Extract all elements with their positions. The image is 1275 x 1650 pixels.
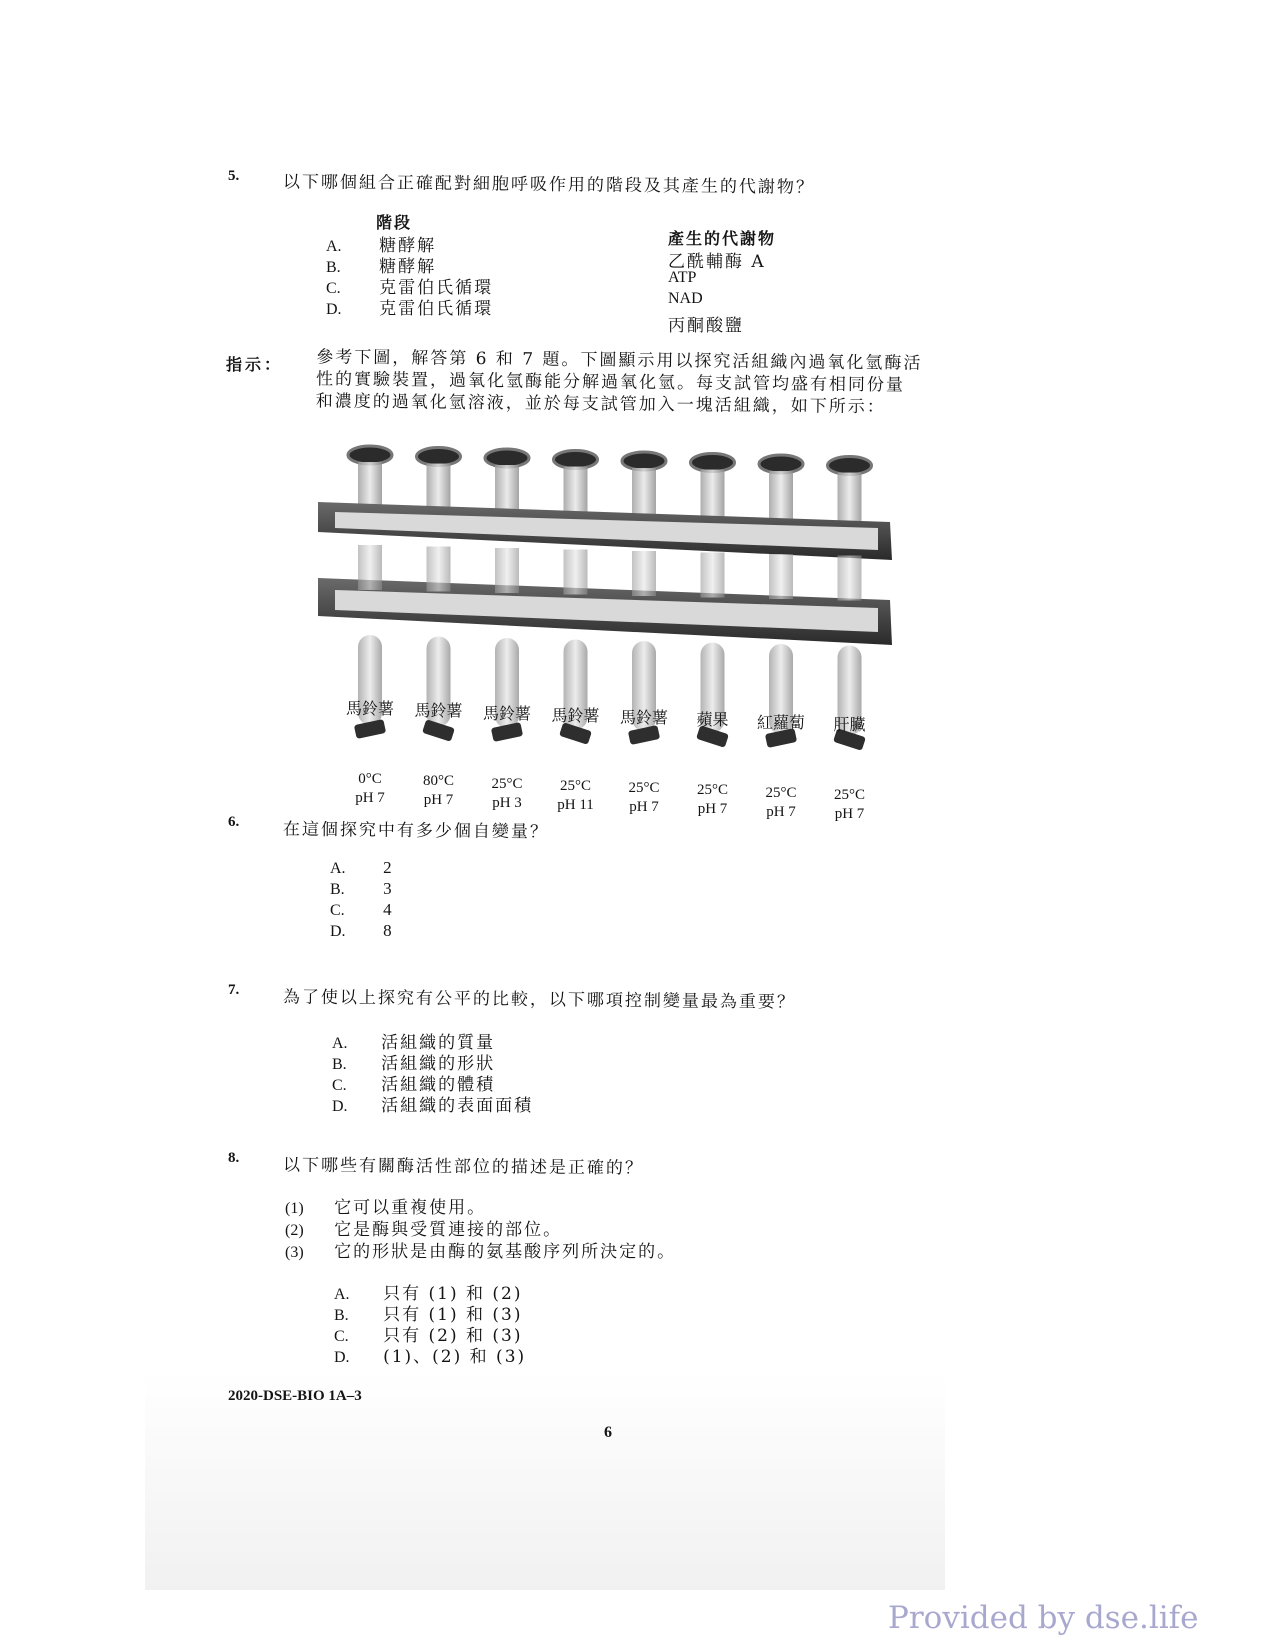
option-letter: A.: [330, 860, 346, 877]
tube-middle: [495, 548, 519, 593]
tube-condition: [751, 784, 811, 822]
tube-tissue-label: 馬鈴薯: [345, 699, 394, 718]
lower-rack: [318, 578, 892, 645]
option-letter: B.: [332, 1056, 347, 1073]
tube-ph: pH 3: [492, 794, 522, 811]
tube-temperature: 25°C: [559, 777, 591, 794]
tube-ph: pH 7: [697, 801, 728, 818]
instruction-label: 指示：: [226, 355, 284, 374]
tube-ph: pH 7: [834, 805, 865, 822]
tube-condition: [820, 786, 880, 824]
q8-statement-3: [285, 1237, 676, 1262]
q6-option-d[interactable]: [330, 921, 394, 941]
option-letter: D.: [332, 1098, 348, 1115]
q5-metabolite-a: 乙酰輔酶 A: [668, 252, 766, 272]
tube-upper: [838, 473, 862, 523]
option-text: 2: [383, 858, 394, 877]
option-letter: C.: [326, 280, 341, 297]
option-letter: C.: [330, 902, 345, 919]
option-letter: C.: [334, 1328, 349, 1345]
option-letter: D.: [334, 1349, 350, 1366]
option-text: 活組織的體積: [381, 1075, 496, 1095]
page-number: 6: [604, 1424, 612, 1441]
instruction-line-3: 和濃度的過氧化氫溶液，並於每支試管加入一塊活組織，如下所示：: [315, 391, 886, 418]
tube-condition: [614, 779, 674, 817]
tissue-piece: [491, 722, 523, 742]
q6-option-a[interactable]: [330, 858, 394, 878]
provided-by-watermark[interactable]: Provided by dse.life: [888, 1600, 1199, 1636]
q8-option-d[interactable]: [334, 1342, 526, 1367]
tube-mouth: [417, 448, 461, 466]
option-letter: B.: [330, 881, 345, 898]
tube-temperature: 80°C: [422, 773, 454, 790]
statement-text: 它的形狀是由酶的氨基酸序列所決定的。: [334, 1242, 677, 1262]
tube-tissue-label: 蘋果: [696, 710, 729, 730]
q8-number: 8.: [228, 1150, 240, 1166]
tube-middle: [564, 550, 588, 595]
tube-tissue-label: 馬鈴薯: [619, 708, 668, 727]
tube-condition: [409, 772, 469, 810]
option-stage: 糖酵解: [379, 257, 437, 277]
q5-metabolite-d: 丙酮酸鹽: [668, 316, 744, 336]
option-letter: B.: [326, 259, 341, 276]
upper-rack: [318, 502, 892, 560]
option-stage: 糖酵解: [379, 236, 437, 256]
q5-metabolite-b: ATP: [668, 269, 697, 286]
tube-mouth: [554, 451, 598, 469]
tube-ph: pH 7: [629, 799, 659, 815]
tube-tissue-label: 馬鈴薯: [482, 703, 531, 723]
tube-temperature: 0°C: [358, 771, 382, 787]
option-text: 4: [383, 900, 394, 919]
tube-temperature: 25°C: [833, 786, 865, 803]
q6-stem: 在這個探究中有多少個自變量？: [282, 819, 550, 843]
tube-mouth: [485, 449, 529, 467]
option-text: (1)、(2) 和 (3): [383, 1347, 527, 1367]
q7-number: 7.: [228, 982, 240, 998]
tube-ph: pH 7: [766, 803, 796, 820]
option-letter: D.: [330, 923, 346, 940]
tube-middle: [838, 556, 862, 601]
instruction-line-2: 性的實驗裝置，過氧化氫酶能分解過氧化氫。每支試管均盛有相同份量: [315, 369, 906, 396]
tube-ph: pH 7: [355, 790, 385, 806]
option-text: 只有 (2) 和 (3): [383, 1326, 523, 1346]
tube-condition: [477, 775, 537, 813]
option-stage: 克雷伯氏循環: [379, 299, 494, 319]
option-letter: C.: [332, 1077, 347, 1094]
q5-stem: 以下哪個組合正確配對細胞呼吸作用的階段及其產生的代謝物？: [282, 172, 816, 198]
q8-stem: 以下哪些有關酶活性部位的描述是正確的？: [282, 1155, 645, 1179]
q6-number: 6.: [228, 814, 240, 830]
tube-tissue-label: 馬鈴薯: [414, 701, 463, 721]
statement-text: 它是酶與受質連接的部位。: [334, 1220, 563, 1240]
tube-middle: [701, 553, 725, 598]
statement-number: (1): [285, 1200, 304, 1217]
statement-text: 它可以重複使用。: [334, 1198, 487, 1218]
option-text: 活組織的形狀: [381, 1054, 496, 1074]
instruction-line-1: 參考下圖，解答第 6 和 7 題。下圖顯示用以探究活組織內過氧化氫酶活: [316, 347, 923, 374]
option-letter: A.: [326, 238, 342, 255]
tube-condition: [546, 777, 606, 815]
option-letter: A.: [332, 1035, 348, 1052]
tube-tissue-label: 紅蘿蔔: [756, 712, 805, 732]
tube-temperature: 25°C: [491, 775, 523, 792]
tube-ph: pH 11: [557, 796, 594, 813]
tube-temperature: 25°C: [765, 784, 797, 801]
tube-temperature: 25°C: [628, 780, 660, 796]
tube-temperature: 25°C: [696, 782, 728, 799]
q7-stem: 為了使以上探究有公平的比較，以下哪項控制變量最為重要？: [282, 987, 797, 1013]
tube-middle: [769, 554, 793, 599]
tube-mouth: [828, 457, 872, 475]
tube-mouth: [759, 455, 803, 473]
tube-tissue-label: 肝臟: [833, 714, 866, 734]
q5-metabolite-c: NAD: [668, 290, 703, 307]
option-text: 活組織的質量: [381, 1033, 496, 1053]
q5-col-stage: 階段: [376, 213, 413, 232]
tube-condition: [340, 770, 400, 808]
q5-col-metabolite: 產生的代謝物: [668, 229, 777, 248]
option-text: 活組織的表面面積: [381, 1096, 534, 1116]
q6-option-c[interactable]: [330, 900, 394, 920]
q5-number: 5.: [228, 168, 240, 184]
tube-mouth: [691, 454, 735, 472]
tube-middle: [427, 547, 451, 592]
tube-condition: [683, 781, 743, 819]
tube-upper: [632, 468, 656, 518]
tube-upper: [495, 465, 519, 515]
option-letter: B.: [334, 1307, 349, 1324]
statement-number: (2): [285, 1222, 304, 1239]
tube-upper: [769, 471, 793, 521]
q6-option-b[interactable]: [330, 879, 394, 899]
q5-option-d[interactable]: [326, 294, 493, 319]
option-text: 只有 (1) 和 (2): [383, 1284, 523, 1304]
tube-mouth: [622, 452, 666, 470]
scanned-page: [145, 120, 945, 1590]
option-text: 3: [383, 879, 394, 898]
tube-middle: [358, 545, 382, 590]
option-letter: D.: [326, 301, 342, 318]
tube-tissue-label: 馬鈴薯: [551, 705, 600, 725]
paper-code: 2020-DSE-BIO 1A–3: [228, 1388, 362, 1404]
option-text: 8: [383, 921, 394, 940]
tube-ph: pH 7: [423, 792, 454, 809]
tissue-piece: [354, 719, 386, 739]
tube-upper: [701, 470, 725, 520]
option-letter: A.: [334, 1286, 350, 1303]
tube-middle: [632, 551, 656, 596]
tissue-piece: [628, 725, 660, 745]
instruction-text: [316, 346, 1017, 419]
option-text: 只有 (1) 和 (3): [383, 1305, 523, 1325]
tube-upper: [564, 467, 588, 517]
tube-mouth: [348, 446, 392, 464]
statement-number: (3): [285, 1244, 304, 1261]
q7-option-d[interactable]: [332, 1091, 533, 1116]
option-stage: 克雷伯氏循環: [379, 278, 494, 298]
